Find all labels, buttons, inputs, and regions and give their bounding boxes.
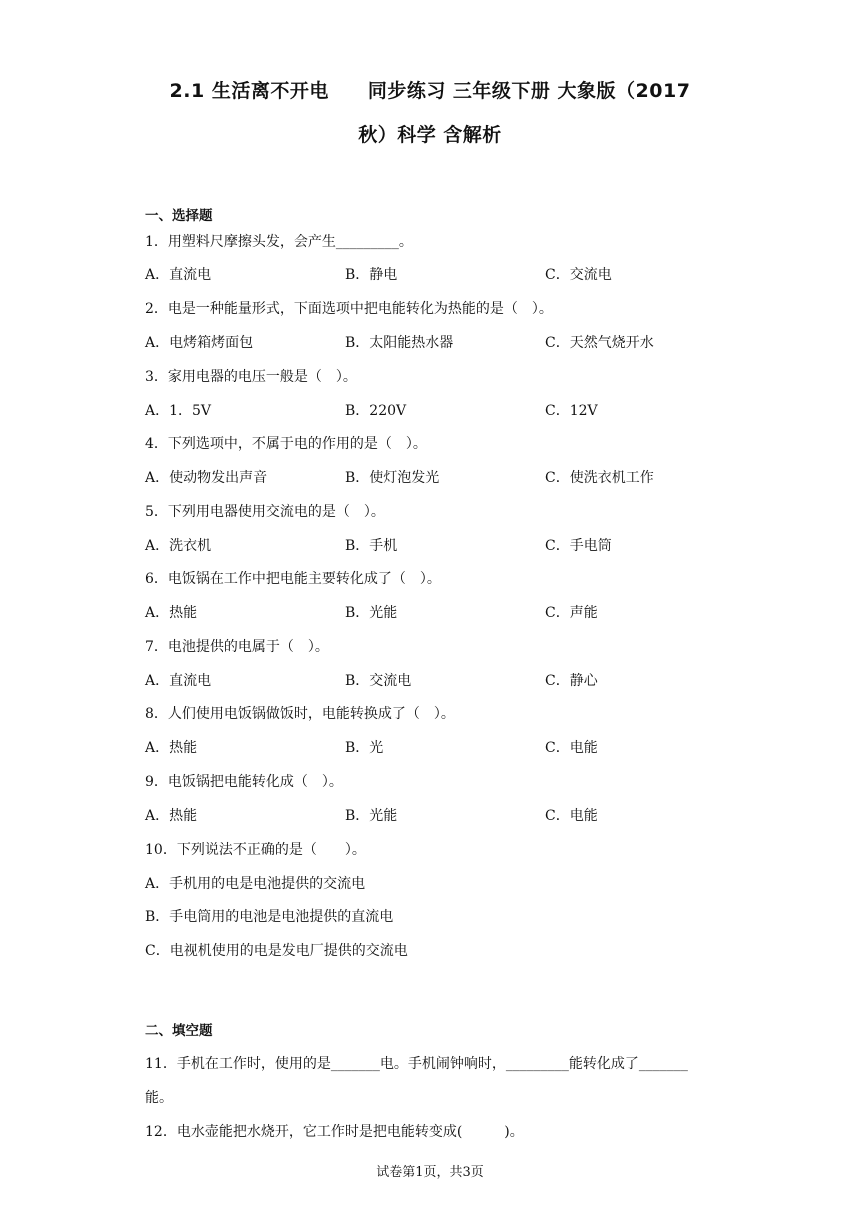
q5-option-b: B．手机 bbox=[345, 538, 398, 554]
q1-option-b: B．静电 bbox=[345, 267, 398, 283]
question-10: 10．下列说法不正确的是（ ）。 bbox=[145, 842, 366, 858]
q5-option-a: A．洗衣机 bbox=[145, 538, 212, 554]
question-11-line1: 11．手机在工作时，使用的是_______电。手机闹钟响时，_________能转化成了_______ bbox=[145, 1056, 688, 1072]
q9-option-c: C．电能 bbox=[545, 808, 598, 824]
q3-option-c: C．12V bbox=[545, 403, 598, 419]
q3-option-b: B．220V bbox=[345, 403, 407, 419]
q8-option-a: A．热能 bbox=[145, 740, 198, 756]
question-2: 2．电是一种能量形式，下面选项中把电能转化为热能的是（ ）。 bbox=[145, 301, 553, 317]
q4-option-a: A．使动物发出声音 bbox=[145, 470, 268, 486]
section-heading-fill: 二、填空题 bbox=[145, 1023, 213, 1039]
question-7: 7．电池提供的电属于（ ）。 bbox=[145, 639, 329, 655]
question-1: 1．用塑料尺摩擦头发，会产生_________。 bbox=[145, 234, 413, 250]
question-9: 9．电饭锅把电能转化成（ ）。 bbox=[145, 774, 343, 790]
question-4: 4．下列选项中，不属于电的作用的是（ ）。 bbox=[145, 436, 427, 452]
section-heading-choice: 一、选择题 bbox=[145, 208, 213, 224]
q9-option-b: B．光能 bbox=[345, 808, 398, 824]
question-5: 5．下列用电器使用交流电的是（ ）。 bbox=[145, 504, 385, 520]
question-6: 6．电饭锅在工作中把电能主要转化成了（ ）。 bbox=[145, 571, 441, 587]
q4-option-b: B．使灯泡发光 bbox=[345, 470, 440, 486]
q5-option-c: C．手电筒 bbox=[545, 538, 612, 554]
q7-option-b: B．交流电 bbox=[345, 673, 412, 689]
question-8: 8．人们使用电饭锅做饭时，电能转换成了（ ）。 bbox=[145, 706, 455, 722]
q10-option-b: B．手电筒用的电池是电池提供的直流电 bbox=[145, 909, 394, 925]
page-footer: 试卷第1页，共3页 bbox=[376, 1165, 484, 1180]
q6-option-a: A．热能 bbox=[145, 605, 198, 621]
q8-option-b: B．光 bbox=[345, 740, 384, 756]
q2-option-c: C．天然气烧开水 bbox=[545, 335, 654, 351]
q8-option-c: C．电能 bbox=[545, 740, 598, 756]
q9-option-a: A．热能 bbox=[145, 808, 198, 824]
document-title-line2: 秋）科学 含解析 bbox=[358, 124, 502, 146]
q3-option-a: A．1．5V bbox=[145, 403, 212, 419]
q1-option-c: C．交流电 bbox=[545, 267, 612, 283]
q10-option-a: A．手机用的电是电池提供的交流电 bbox=[145, 876, 366, 892]
q10-option-c: C．电视机使用的电是发电厂提供的交流电 bbox=[145, 943, 408, 959]
q6-option-b: B．光能 bbox=[345, 605, 398, 621]
q7-option-a: A．直流电 bbox=[145, 673, 212, 689]
document-title-line1: 2.1 生活离不开电 同步练习 三年级下册 大象版（2017 bbox=[169, 80, 691, 102]
q1-option-a: A．直流电 bbox=[145, 267, 212, 283]
question-12: 12．电水壶能把水烧开，它工作时是把电能转变成( )。 bbox=[145, 1124, 524, 1140]
q2-option-a: A．电烤箱烤面包 bbox=[145, 335, 254, 351]
q2-option-b: B．太阳能热水器 bbox=[345, 335, 454, 351]
question-3: 3．家用电器的电压一般是（ ）。 bbox=[145, 369, 357, 385]
question-11-line2: 能。 bbox=[145, 1090, 173, 1106]
q7-option-c: C．静心 bbox=[545, 673, 598, 689]
q4-option-c: C．使洗衣机工作 bbox=[545, 470, 654, 486]
q6-option-c: C．声能 bbox=[545, 605, 598, 621]
